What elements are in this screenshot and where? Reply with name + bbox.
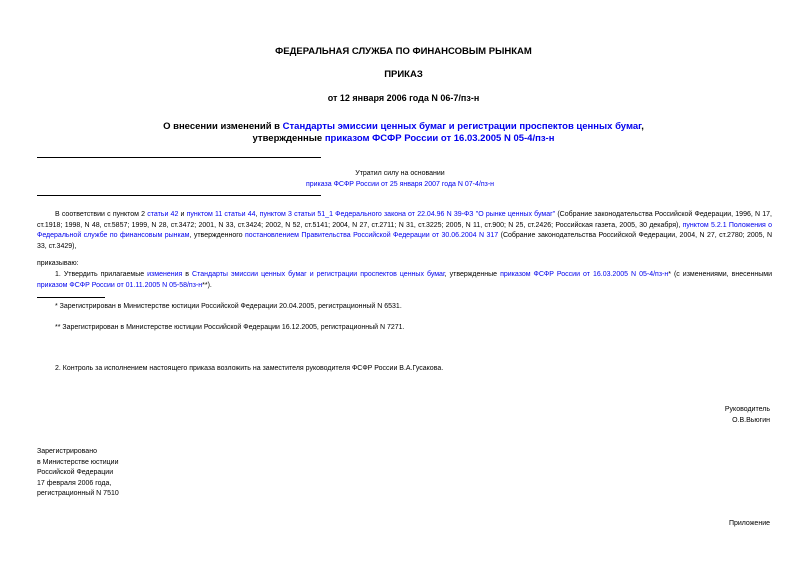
preamble-text-1: В соответствии с пунктом 2	[55, 211, 148, 218]
link-order-05-58[interactable]: приказом ФСФР России от 01.11.2005 N 05-58/пз-н	[37, 281, 203, 289]
registration-line-3: Российской Федерации	[37, 469, 114, 476]
link-article-42[interactable]: статьи 42	[147, 211, 179, 218]
footnote-divider	[37, 297, 105, 298]
link-changes[interactable]: изменения	[147, 271, 183, 278]
document-type: ПРИКАЗ	[384, 69, 423, 80]
footnote-1: * Зарегистрирован в Министерстве юстиции Российской Федерации 20.04.2005, регистрационный N 6531.	[55, 303, 402, 310]
footnote-2: ** Зарегистрирован в Министерстве юстиции Российской Федерации 16.12.2005, регистрационный N 7271.	[55, 324, 405, 331]
order-word: приказываю:	[37, 260, 79, 267]
link-government-resolution[interactable]: постановлением Правительства Российской Федерации от 30.06.2004 N 317	[245, 232, 499, 239]
lost-force-text: Утратил силу на основании	[355, 170, 445, 177]
link-standards[interactable]: Стандарты эмиссии ценных бумаг и регистрации проспектов ценных бумаг	[192, 271, 445, 278]
subject-order-link[interactable]: приказом ФСФР России от 16.03.2005 N 05-4/пз-н	[324, 133, 555, 144]
agency-title: ФЕДЕРАЛЬНАЯ СЛУЖБА ПО ФИНАНСОВЫМ РЫНКАМ	[275, 46, 532, 57]
preamble-text-3: ,	[255, 211, 260, 218]
lost-force-link[interactable]: приказа ФСФР России от 25 января 2007 года N 07-4/пз-н	[305, 180, 495, 188]
lost-force-note	[300, 169, 500, 190]
preamble-paragraph	[37, 210, 772, 252]
item1-text-1: 1. Утвердить прилагаемые	[55, 271, 148, 278]
item1-text-5: **).	[202, 281, 212, 289]
subject-comma: ,	[641, 121, 644, 132]
document-date-number: от 12 января 2006 года N 06-7/пз-н	[327, 93, 480, 103]
item1-text-2: в	[182, 271, 193, 278]
link-regulation-5-2-1[interactable]: пунктом 5.2.1 Положения о Федеральной службе по финансовым рынкам	[37, 221, 772, 239]
item-1-paragraph	[37, 270, 772, 291]
preamble-text-2: и	[178, 211, 187, 218]
item-2-paragraph: 2. Контроль за исполнением настоящего приказа возложить на заместителя руководителя ФСФР России В.А.Гусакова.	[55, 365, 444, 372]
registration-line-1: Зарегистрировано	[37, 448, 97, 455]
item1-text-4: * (с изменениями, внесенными	[668, 271, 772, 278]
signature-block	[725, 405, 770, 426]
signature-title: Руководитель	[724, 406, 770, 413]
link-article-44[interactable]: пунктом 11 статьи 44	[186, 211, 256, 218]
document-subject	[0, 121, 807, 145]
preamble-text-7: (Собрание законодательства Российской Федерации, 2004, N 27, ст.2780; 2005, N 33, ст.3429),	[37, 232, 773, 250]
subject-prefix: О внесении изменений в	[163, 121, 283, 132]
signature-name: О.В.Вьюгин	[732, 416, 770, 424]
preamble-text-6: , утвержденного	[189, 232, 246, 239]
link-federal-law[interactable]: Федерального закона от 22.04.96 N 39-ФЗ "О рынке ценных бумаг"	[335, 211, 556, 218]
item1-text-3: , утвержденные	[444, 271, 501, 278]
link-article-51-1[interactable]: пунктом 3 статьи 51_1	[259, 211, 333, 218]
registration-line-5: регистрационный N 7510	[37, 490, 119, 497]
registration-line-2: в Министерстве юстиции	[37, 458, 119, 466]
subject-standards-link[interactable]: Стандарты эмиссии ценных бумаг и регистрации проспектов ценных бумаг	[282, 121, 642, 132]
divider-bottom	[37, 195, 321, 196]
preamble-text-5: (Собрание законодательства Российской Федерации, 1996, N 17, ст.1918; 1998, N 48, ст.5857; 1999, N 28, ст.3472; 2001, N 33, ст.3424; 2002, N 52, ст.5141; 2004, N 27, ст.2711; N 31, ст.3225; 2005, N 11, ст.900; N 25, ст.2426; Российская газета, 2005, 30 декабря),	[37, 211, 772, 229]
subject-line2-prefix: утвержденные	[252, 133, 325, 144]
registration-block	[37, 447, 119, 500]
registration-line-4: 17 февраля 2006 года,	[37, 479, 112, 487]
link-order-05-4[interactable]: приказом ФСФР России от 16.03.2005 N 05-4/пз-н	[500, 271, 669, 278]
divider-top	[37, 157, 321, 158]
appendix-label: Приложение	[728, 520, 770, 527]
